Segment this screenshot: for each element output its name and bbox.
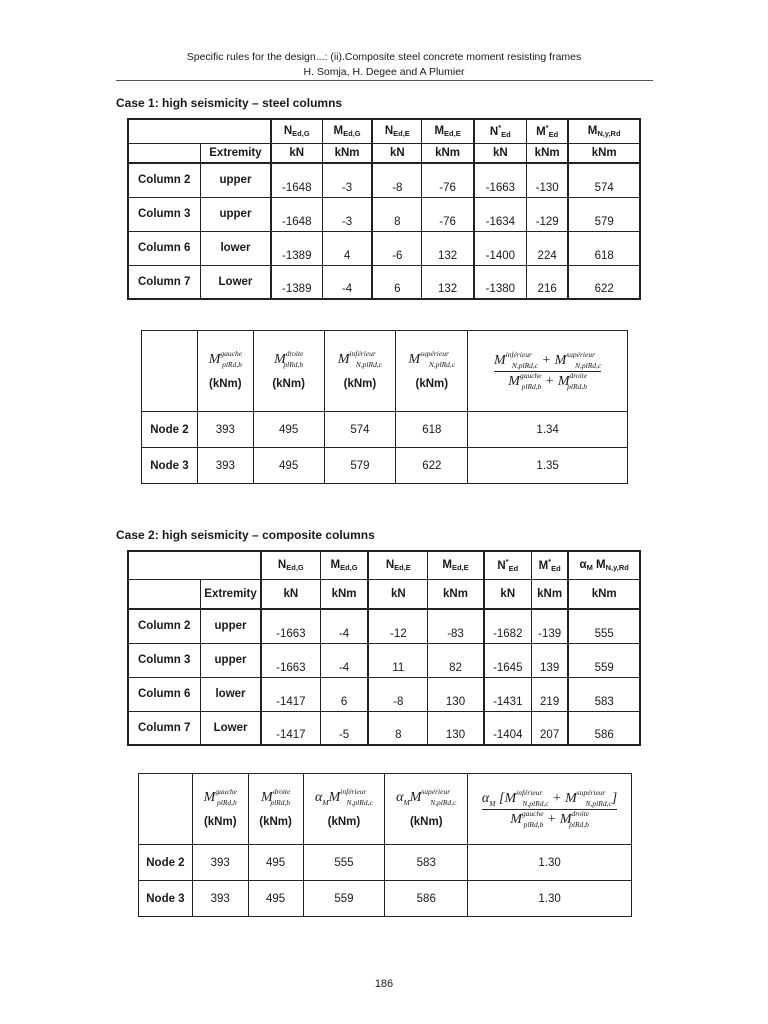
value-cell: 4 — [322, 231, 372, 265]
node-value-cell: 495 — [248, 845, 303, 881]
value-cell: -129 — [526, 197, 568, 231]
node-value-cell: 495 — [253, 412, 324, 448]
nodes1-head-ratio — [468, 331, 628, 412]
row-label: Column 6 — [128, 677, 201, 711]
value-cell: 132 — [422, 265, 474, 299]
nodes1-table — [141, 330, 628, 484]
node-label: Node 3 — [139, 881, 193, 917]
value-cell: -1663 — [261, 609, 321, 643]
node-value-cell: 579 — [324, 448, 396, 484]
extremity-cell: Lower — [201, 711, 261, 745]
case2-unit: kNm — [428, 579, 484, 609]
value-cell: 583 — [568, 677, 640, 711]
case2-col-head: $N_{Ed,E}$ — [368, 551, 428, 579]
case1-unit: kN — [271, 143, 323, 163]
node-label: Node 2 — [142, 412, 198, 448]
value-cell: -1389 — [271, 265, 323, 299]
node-value-cell: 574 — [324, 412, 396, 448]
case1-col-head: $M_{Ed,E}$ — [422, 119, 474, 143]
node-value-cell: 586 — [385, 881, 468, 917]
case1-col-head: $M_{N,y,Rd}$ — [568, 119, 640, 143]
ratio-fraction: $\frac{M^{inférieur}_{N,plRd,c} + M^{supérieur}_{N,plRd,c}}{M^{gauche}_{plRd,b} + M^{droite}_{plRd,b}}$ — [493, 349, 602, 391]
value-cell: -1648 — [271, 197, 323, 231]
nodes1-head-m-gauche: $M^{gauche}_{plRd,b}$ (kNm) — [197, 331, 253, 412]
nodes2-head-alpha-m-sup: $\alpha_MM^{supérieur}_{N,plRd,c}$ (kNm) — [385, 774, 468, 845]
extremity-cell: lower — [201, 231, 271, 265]
case1-corner-cell — [128, 119, 271, 143]
value-cell: -12 — [368, 609, 428, 643]
node-value-cell: 555 — [303, 845, 385, 881]
nodes1-head-m-sup: $M^{supérieur}_{N,plRd,c}$ (kNm) — [396, 331, 468, 412]
case2-col-head: $N_{Ed,G}$ — [261, 551, 321, 579]
value-cell: -6 — [372, 231, 422, 265]
extremity-cell: lower — [201, 677, 261, 711]
alpha-ratio-fraction: $\frac{\alpha_M [M^{inférieur}_{N,plRd,c} + M^{supérieur}_{N,plRd,c}]}{M^{gauche}_{plRd,b} + M^{droite}_{plRd,b}}$ — [481, 787, 618, 829]
value-cell: -4 — [320, 643, 368, 677]
case1-empty-cell — [128, 143, 201, 163]
node-value-cell: 393 — [192, 845, 248, 881]
value-cell: -1417 — [261, 677, 321, 711]
node-value-cell: 618 — [396, 412, 468, 448]
value-cell: 82 — [428, 643, 484, 677]
value-cell: -1389 — [271, 231, 323, 265]
case2-empty-cell — [128, 579, 201, 609]
node-value-cell: 622 — [396, 448, 468, 484]
case2-unit: kNm — [531, 579, 568, 609]
nodes1-head-m-inf: $M^{inférieur}_{N,plRd,c}$ (kNm) — [324, 331, 396, 412]
table-row — [128, 643, 640, 677]
table-row — [128, 265, 640, 299]
nodes1-head-m-droite: $M^{droite}_{plRd,b}$ (kNm) — [253, 331, 324, 412]
table-row — [128, 609, 640, 643]
value-cell: 8 — [368, 711, 428, 745]
row-label: Column 2 — [128, 609, 201, 643]
extremity-cell: upper — [201, 163, 271, 197]
value-cell: -1663 — [261, 643, 321, 677]
case2-col-head: $M_{Ed,E}$ — [428, 551, 484, 579]
nodes2-head-ratio — [468, 774, 632, 845]
nodes2-corner-cell — [139, 774, 193, 845]
node-value-cell: 495 — [248, 881, 303, 917]
case1-extremity-head: Extremity — [201, 143, 271, 163]
case1-unit: kNm — [568, 143, 640, 163]
value-cell: 559 — [568, 643, 640, 677]
value-cell: 224 — [526, 231, 568, 265]
page-number: 186 — [374, 978, 394, 990]
case2-unit: kNm — [568, 579, 640, 609]
node-value-cell: 1.34 — [468, 412, 628, 448]
value-cell: 219 — [531, 677, 568, 711]
value-cell: 216 — [526, 265, 568, 299]
node-label: Node 2 — [139, 845, 193, 881]
value-cell: -139 — [531, 609, 568, 643]
value-cell: 555 — [568, 609, 640, 643]
value-cell: -1400 — [474, 231, 527, 265]
row-label: Column 7 — [128, 711, 201, 745]
value-cell: -76 — [422, 163, 474, 197]
row-label: Column 3 — [128, 197, 201, 231]
value-cell: 618 — [568, 231, 640, 265]
case2-unit: kNm — [320, 579, 368, 609]
value-cell: 130 — [428, 711, 484, 745]
case1-col-head: $N_{Ed,E}$ — [372, 119, 422, 143]
value-cell: -1682 — [484, 609, 532, 643]
node-row — [139, 845, 632, 881]
value-cell: 139 — [531, 643, 568, 677]
case2-unit: kN — [484, 579, 532, 609]
value-cell: -1663 — [474, 163, 527, 197]
case2-title: Case 2: high seismicity – composite columns — [116, 528, 375, 542]
node-value-cell: 495 — [253, 448, 324, 484]
value-cell: -1431 — [484, 677, 532, 711]
node-row — [142, 448, 628, 484]
nodes1-corner-cell — [142, 331, 198, 412]
row-label: Column 2 — [128, 163, 201, 197]
row-label: Column 7 — [128, 265, 201, 299]
value-cell: -8 — [368, 677, 428, 711]
header-rule — [116, 80, 653, 81]
case1-unit: kN — [474, 143, 527, 163]
node-value-cell: 559 — [303, 881, 385, 917]
value-cell: 586 — [568, 711, 640, 745]
node-row — [139, 881, 632, 917]
value-cell: -1645 — [484, 643, 532, 677]
case1-unit: kNm — [422, 143, 474, 163]
value-cell: -1417 — [261, 711, 321, 745]
nodes2-table — [138, 773, 632, 917]
value-cell: 130 — [428, 677, 484, 711]
case2-extremity-head: Extremity — [201, 579, 261, 609]
value-cell: 579 — [568, 197, 640, 231]
value-cell: -83 — [428, 609, 484, 643]
case2-table — [127, 550, 641, 746]
value-cell: -76 — [422, 197, 474, 231]
case1-col-head: $N^*_{Ed}$ — [474, 119, 527, 143]
value-cell: 622 — [568, 265, 640, 299]
value-cell: -1380 — [474, 265, 527, 299]
running-header-authors: H. Somja, H. Degee and A Plumier — [303, 66, 465, 78]
value-cell: -8 — [372, 163, 422, 197]
value-cell: -4 — [322, 265, 372, 299]
value-cell: -3 — [322, 163, 372, 197]
node-value-cell: 393 — [197, 412, 253, 448]
case1-table — [127, 118, 641, 300]
table-row — [128, 197, 640, 231]
extremity-cell: upper — [201, 197, 271, 231]
case1-col-head: $N_{Ed,G}$ — [271, 119, 323, 143]
value-cell: -1648 — [271, 163, 323, 197]
node-value-cell: 1.35 — [468, 448, 628, 484]
row-label: Column 6 — [128, 231, 201, 265]
case2-corner-cell — [128, 551, 261, 579]
value-cell: 6 — [320, 677, 368, 711]
value-cell: -4 — [320, 609, 368, 643]
value-cell: 132 — [422, 231, 474, 265]
node-row — [142, 412, 628, 448]
nodes2-head-m-droite: $M^{droite}_{plRd,b}$ (kNm) — [248, 774, 303, 845]
node-value-cell: 393 — [192, 881, 248, 917]
extremity-cell: Lower — [201, 265, 271, 299]
case1-unit: kNm — [322, 143, 372, 163]
case1-unit: kNm — [526, 143, 568, 163]
node-value-cell: 1.30 — [468, 845, 632, 881]
case1-col-head: $M^*_{Ed}$ — [526, 119, 568, 143]
extremity-cell: upper — [201, 643, 261, 677]
case2-unit: kN — [368, 579, 428, 609]
value-cell: -130 — [526, 163, 568, 197]
node-label: Node 3 — [142, 448, 198, 484]
case2-unit: kN — [261, 579, 321, 609]
case2-col-head: $N^*_{Ed}$ — [484, 551, 532, 579]
node-value-cell: 583 — [385, 845, 468, 881]
value-cell: 8 — [372, 197, 422, 231]
case2-col-head: $\alpha_M$ $M_{N,y,Rd}$ — [568, 551, 640, 579]
row-label: Column 3 — [128, 643, 201, 677]
value-cell: 11 — [368, 643, 428, 677]
value-cell: -1404 — [484, 711, 532, 745]
value-cell: 207 — [531, 711, 568, 745]
node-value-cell: 393 — [197, 448, 253, 484]
value-cell: -5 — [320, 711, 368, 745]
nodes2-head-alpha-m-inf: $\alpha_MM^{inférieur}_{N,plRd,c}$ (kNm) — [303, 774, 385, 845]
nodes2-head-m-gauche: $M^{gauche}_{plRd,b}$ (kNm) — [192, 774, 248, 845]
table-row — [128, 231, 640, 265]
running-header-title: Specific rules for the design...: (ii).Composite steel concrete moment resisting frames — [186, 51, 582, 63]
case2-col-head: $M_{Ed,G}$ — [320, 551, 368, 579]
value-cell: 6 — [372, 265, 422, 299]
table-row — [128, 711, 640, 745]
table-row — [128, 163, 640, 197]
case2-col-head: $M^*_{Ed}$ — [531, 551, 568, 579]
case1-title: Case 1: high seismicity – steel columns — [116, 96, 343, 110]
node-value-cell: 1.30 — [468, 881, 632, 917]
case1-col-head: $M_{Ed,G}$ — [322, 119, 372, 143]
table-row — [128, 677, 640, 711]
value-cell: -1634 — [474, 197, 527, 231]
value-cell: -3 — [322, 197, 372, 231]
value-cell: 574 — [568, 163, 640, 197]
extremity-cell: upper — [201, 609, 261, 643]
case1-unit: kN — [372, 143, 422, 163]
